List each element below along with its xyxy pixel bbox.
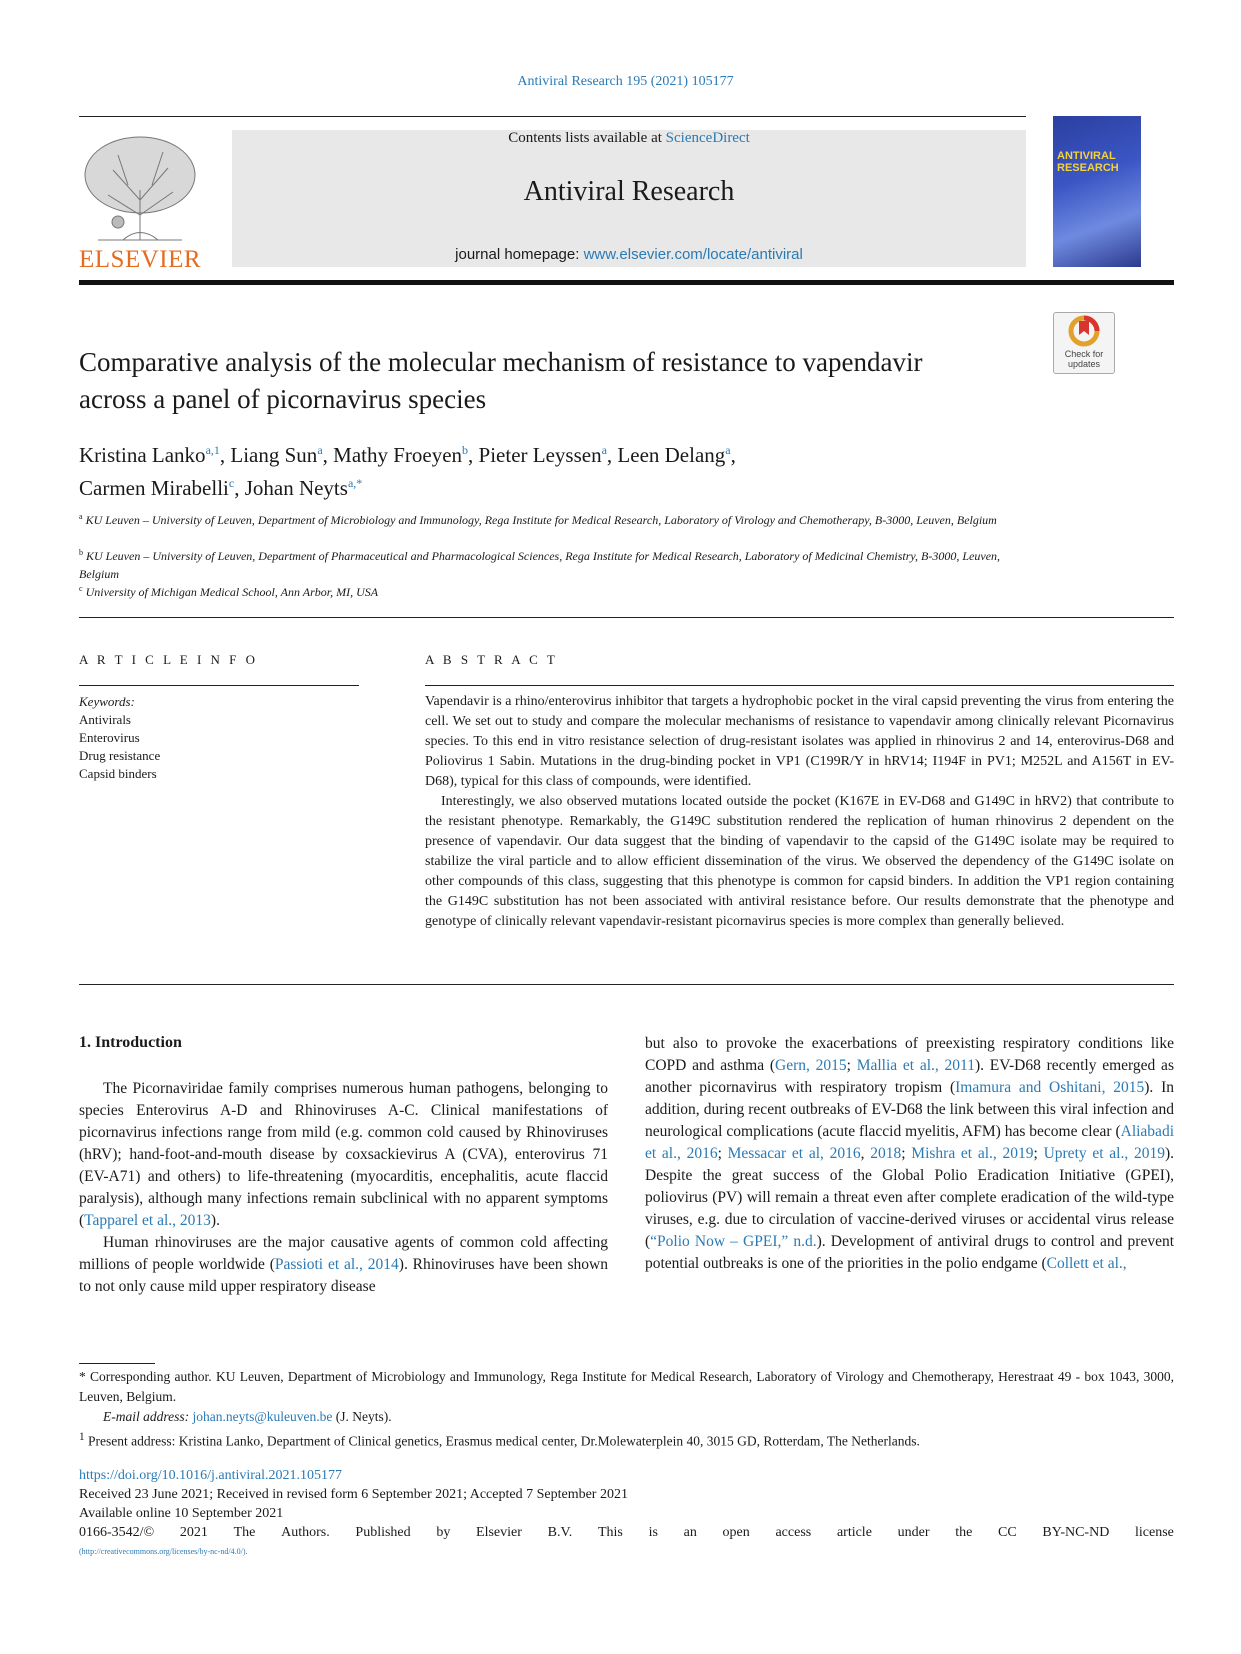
license-word: Authors. — [281, 1525, 330, 1540]
keyword: Antivirals — [79, 712, 131, 727]
article-info-heading: A R T I C L E I N F O — [79, 652, 259, 667]
keyword: Enterovirus — [79, 730, 140, 745]
doi-link[interactable]: https://doi.org/10.1016/j.antiviral.2021.105177 — [79, 1468, 343, 1483]
sciencedirect-link[interactable]: ScienceDirect — [665, 130, 750, 146]
present-address-note — [79, 1427, 1174, 1452]
citation-link[interactable]: Gern, 2015 — [775, 1057, 847, 1074]
license-word: CC — [998, 1525, 1017, 1540]
author-affil-link[interactable]: a — [725, 443, 731, 457]
online-date: Available online 10 September 2021 — [79, 1506, 284, 1521]
keywords-block — [79, 693, 359, 783]
citation-link[interactable]: Uprety et al., 2019 — [1043, 1145, 1165, 1162]
elsevier-wordmark: ELSEVIER — [79, 246, 202, 273]
license-word: under — [897, 1525, 930, 1540]
intro-paragraph — [79, 1078, 608, 1232]
citation-link[interactable]: Collett et al., — [1046, 1255, 1127, 1272]
intro-text: ). — [210, 1212, 220, 1229]
homepage-line — [232, 246, 1026, 263]
abstract-heading: A B S T R A C T — [425, 652, 558, 667]
author-affil-link[interactable]: a — [601, 443, 607, 457]
keywords-label: Keywords: — [79, 694, 135, 709]
intro-heading: 1. Introduction — [79, 1034, 182, 1051]
intro-text: ; — [846, 1057, 857, 1074]
license-word: 2021 — [179, 1525, 208, 1540]
intro-text: ; — [901, 1145, 912, 1162]
author-affil-link[interactable]: b — [462, 443, 469, 457]
section-rule — [79, 617, 1174, 618]
author-name: Pieter Leyssen — [478, 443, 602, 467]
author-name: Mathy Froeyen — [333, 443, 463, 467]
license-word: This — [597, 1525, 623, 1540]
citation-link[interactable]: Messacar et al, 2016 — [727, 1145, 861, 1162]
author-name: Johan Neyts — [244, 476, 348, 500]
license-word: Elsevier — [476, 1525, 522, 1540]
citation-link[interactable]: Imamura and Oshitani, 2015 — [955, 1079, 1145, 1096]
email-label: E-mail address: — [103, 1409, 193, 1424]
affil-marker: a — [79, 512, 83, 521]
abstract-body — [425, 692, 1174, 932]
footnote-rule — [79, 1363, 155, 1364]
citation-link[interactable]: 2018 — [870, 1145, 902, 1162]
license-word: article — [836, 1525, 872, 1540]
article-info-rule — [79, 685, 359, 686]
license-word: Published — [355, 1525, 411, 1540]
journal-cover-title: ANTIVIRAL RESEARCH — [1057, 150, 1119, 174]
affiliation-c — [79, 580, 1029, 601]
intro-text: Human rhinoviruses are the major causative agents of common cold affecting millions of people worldwide ( — [79, 1234, 608, 1273]
author-affil-link[interactable]: c — [228, 476, 235, 490]
keyword: Drug resistance — [79, 748, 161, 763]
author-sep: , — [234, 476, 245, 500]
abstract-rule — [425, 685, 1174, 686]
license-word: BY-NC-ND — [1042, 1525, 1110, 1540]
homepage-link[interactable]: www.elsevier.com/locate/antiviral — [583, 246, 803, 263]
author-sep: , — [606, 443, 618, 467]
publication-info — [79, 1466, 1174, 1561]
author-sep: , — [322, 443, 334, 467]
journal-reference[interactable]: Antiviral Research 195 (2021) 105177 — [517, 74, 734, 89]
affiliation-a — [79, 508, 1029, 529]
email-suffix: (J. Neyts). — [332, 1409, 392, 1424]
affil-marker: b — [79, 548, 83, 557]
affil-text: KU Leuven – University of Leuven, Department of Pharmaceutical and Pharmacological Sciences, Rega Institute for Medical Research, Laboratory of Medicinal Chemistry, B-3000, Leuven, Belgium — [79, 549, 1001, 581]
intro-text: ; — [1033, 1145, 1044, 1162]
intro-paragraph — [79, 1232, 608, 1298]
intro-text: ; — [717, 1145, 728, 1162]
present-address-text: Present address: Kristina Lanko, Department of Clinical genetics, Erasmus medical center, Dr.Molewaterplein 40, 3015 GD, Rotterdam, The Netherlands. — [84, 1433, 920, 1449]
email-note — [79, 1407, 1174, 1427]
abstract-paragraph: Interestingly, we also observed mutations located outside the pocket (K167E in EV-D68 and G149C in hRV2) that contribute to the resistant phenotype. Remarkably, the G149C substitution rendered the replication of human rhinovirus 2 dependent on the presence of vapendavir. Our data suggest that the binding of vapendavir to the capsid of the G149C isolate may be required to stabilize the viral particle and to allow efficient dissemination of the virus. We observed the dependency of the G149C isolate on other compounds of this class, suggesting that this phenotype is common for capsid binders. In addition the VP1 region containing the G149C substitution has not been associated with antiviral resistance before. Our results demonstrate that the phenotype and genotype of clinically relevant vapendavir-resistant picornavirus species is more complex than generally believed. — [425, 794, 1174, 929]
intro-text: ). EV-D68 recently emerged as another picornavirus with respiratory tropism ( — [645, 1057, 1174, 1096]
license-word: the — [955, 1525, 973, 1540]
affiliation-b — [79, 544, 1029, 583]
abstract-bottom-rule — [79, 984, 1174, 985]
intro-text: ). Rhinoviruses have been shown to not only cause mild upper respiratory disease — [79, 1256, 608, 1295]
intro-right-column — [645, 1033, 1174, 1275]
footnotes — [79, 1367, 1174, 1452]
citation-link[interactable]: “Polio Now – GPEI,” n.d. — [650, 1233, 817, 1250]
author-list — [79, 436, 979, 502]
license-word: 0166-3542/© — [79, 1525, 155, 1540]
license-line — [79, 1523, 1174, 1542]
citation-link[interactable]: Tapparel et al., 2013 — [84, 1212, 211, 1229]
intro-text: ). Development of antiviral drugs to control and prevent potential outbreaks is one of the priorities in the polio endgame ( — [645, 1233, 1175, 1272]
intro-text: , — [860, 1145, 871, 1162]
author-name: Leen Delang — [617, 443, 726, 467]
journal-cover-image[interactable] — [1053, 116, 1141, 267]
header-top-rule — [79, 116, 1026, 117]
journal-name: Antiviral Research — [523, 176, 735, 207]
author-name: Carmen Mirabelli — [79, 476, 229, 500]
check-updates-label: Check for updates — [1064, 349, 1104, 369]
affil-marker: c — [79, 584, 83, 593]
intro-text: ). In addition, during recent outbreaks of EV-D68 the link between this viral infection and neurological complications (acute flaccid myelitis, AFM) has become clear ( — [645, 1079, 1174, 1140]
intro-text: The Picornaviridae family comprises numerous human pathogens, belonging to species Enterovirus A-D and Rhinoviruses A-C. Clinical manifestations of picornavirus infections range from mild (e.g. common cold caused by Rhinoviruses (hRV); hand-foot-and-mouth disease by coxsackievirus A (CVA), enterovirus 71 (EV-A71) and others) to life-threatening (myocarditis, encephalitis, acute flaccid paralysis), although many infections remain subclinical with no apparent symptoms ( — [79, 1080, 608, 1229]
author-name: Liang Sun — [230, 443, 318, 467]
license-url[interactable]: (http://creativecommons.org/licenses/by-nc-nd/4.0/). — [79, 1547, 248, 1556]
license-word: access — [775, 1525, 812, 1540]
contents-line — [232, 130, 1026, 147]
citation-link[interactable]: Aliabadi et al., 2016 — [645, 1123, 1174, 1162]
license-word: by — [436, 1525, 451, 1540]
intro-text: ). Despite the great success of the Global Polio Eradication Initiative (GPEI), poliovirus (PV) will remain a threat even after complete eradication of the wild-type viruses, e.g. due to circulation of vaccine-derived viruses or accidental virus release ( — [645, 1145, 1174, 1250]
contents-prefix: Contents lists available at — [508, 130, 666, 146]
intro-paragraph — [645, 1033, 1174, 1275]
author-sep: , — [219, 443, 231, 467]
license-word: The — [233, 1525, 256, 1540]
author-affil-link[interactable]: a,* — [347, 476, 363, 490]
license-word: is — [648, 1525, 658, 1540]
affil-text: University of Michigan Medical School, Ann Arbor, MI, USA — [85, 585, 379, 599]
check-updates-icon — [1064, 313, 1104, 349]
author-name: Kristina Lanko — [79, 443, 206, 467]
citation-link[interactable]: Passioti et al., 2014 — [274, 1256, 399, 1273]
intro-text: but also to provoke the exacerbations of preexisting respiratory conditions like COPD and asthma ( — [645, 1035, 1174, 1074]
homepage-prefix: journal homepage: — [455, 246, 584, 263]
affil-text: KU Leuven – University of Leuven, Department of Microbiology and Immunology, Rega Institute for Medical Research, Laboratory of Virology and Chemotherapy, B-3000, Leuven, Belgium — [85, 513, 997, 527]
article-title: Comparative analysis of the molecular mechanism of resistance to vapendavir across a panel of picornavirus species — [79, 347, 923, 414]
corresponding-author-note: * Corresponding author. KU Leuven, Department of Microbiology and Immunology, Rega Institute for Medical Research, Laboratory of Virology and Chemotherapy, Herestraat 49 - box 1043, 3000, Leuven, Belgium. — [79, 1369, 1174, 1404]
author-sep: , — [468, 443, 479, 467]
license-word: an — [683, 1525, 697, 1540]
received-dates: Received 23 June 2021; Received in revised form 6 September 2021; Accepted 7 September 2021 — [79, 1487, 628, 1502]
author-sep: , — [730, 443, 736, 467]
keyword: Capsid binders — [79, 766, 157, 781]
license-word: license — [1135, 1525, 1174, 1540]
footnote-marker: 1 — [79, 1431, 85, 1443]
citation-link[interactable]: Mallia et al., 2011 — [856, 1057, 975, 1074]
author-affil-link[interactable]: a — [317, 443, 323, 457]
abstract-paragraph: Vapendavir is a rhino/enterovirus inhibitor that targets a hydrophobic pocket in the viral capsid preventing the virus from entering the cell. We set out to study and compare the molecular mechanisms of resistance to vapendavir among clinically relevant Picornavirus species. To this end in vitro resistance selection of drug-resistant isolates was applied in rhinovirus 2 and 14, enterovirus-D68 and Poliovirus 1 Sabin. Mutations in the drug-binding pocket in VP1 (C199R/Y in hRV14; I194F in PV1; M252L and A156T in EV-D68), typical for this class of compounds, were identified. — [425, 694, 1174, 789]
license-word: open — [722, 1525, 750, 1540]
intro-left-column — [79, 1078, 608, 1298]
email-link[interactable]: johan.neyts@kuleuven.be — [192, 1409, 333, 1424]
header-thick-rule — [79, 280, 1174, 285]
author-affil-link[interactable]: a,1 — [205, 443, 220, 457]
license-word: B.V. — [547, 1525, 573, 1540]
citation-link[interactable]: Mishra et al., 2019 — [911, 1145, 1034, 1162]
